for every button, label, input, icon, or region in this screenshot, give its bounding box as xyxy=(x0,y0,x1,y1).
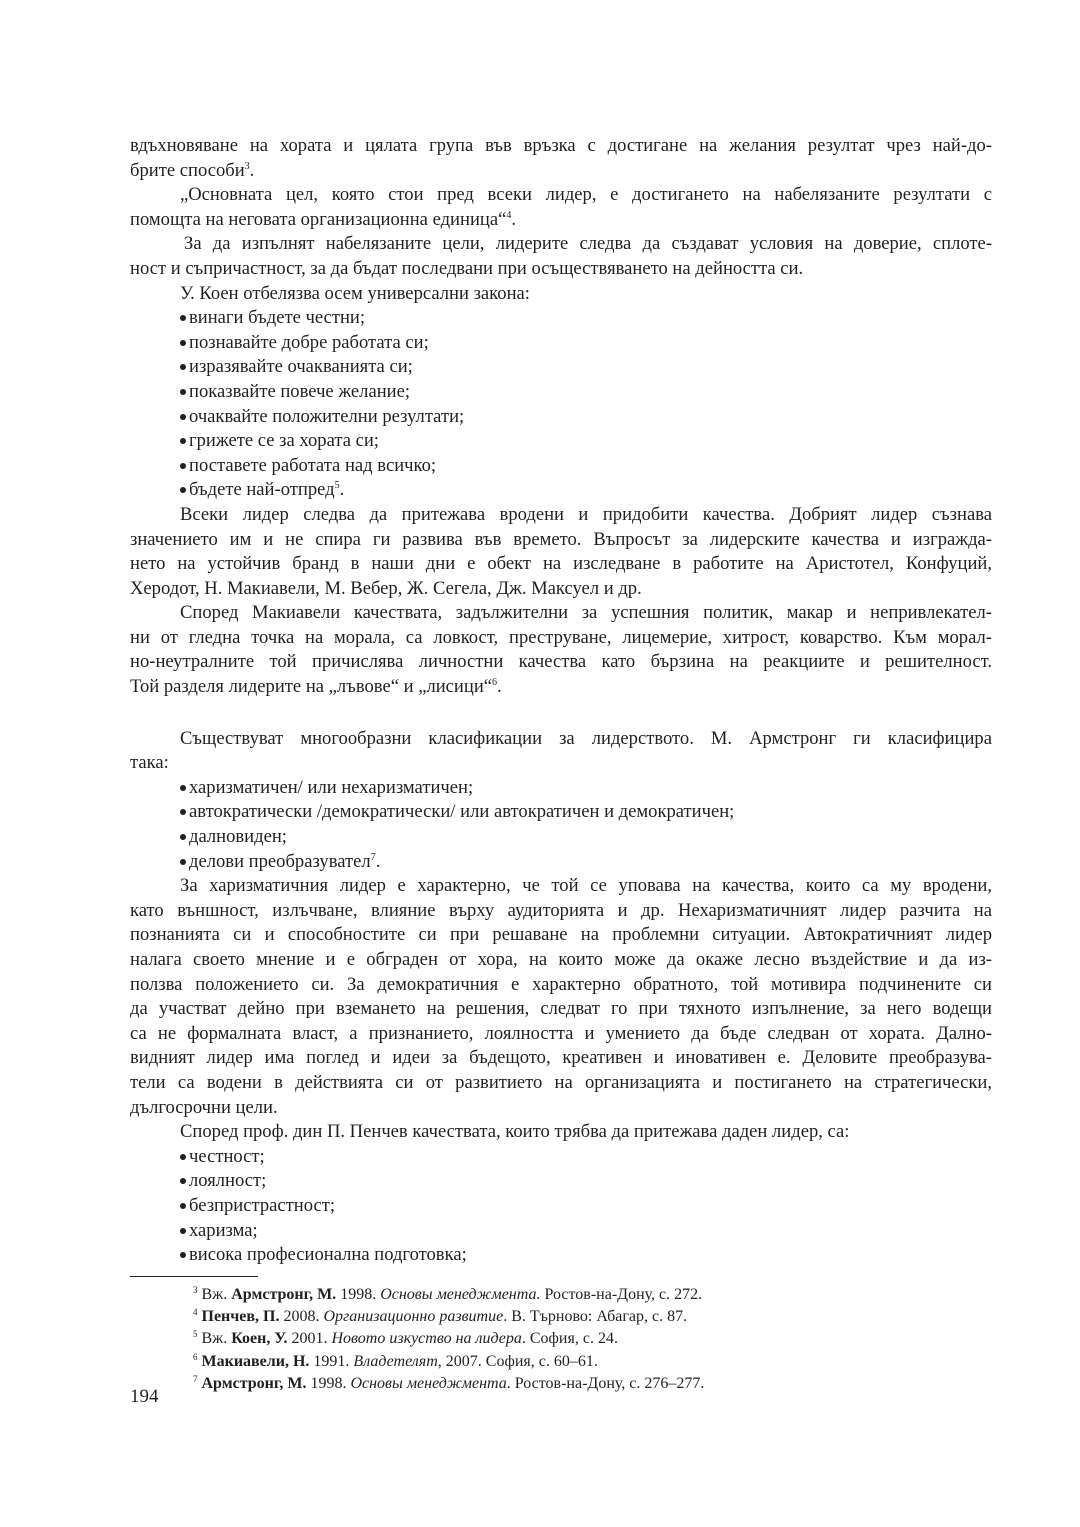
text-line xyxy=(130,650,992,675)
list-item xyxy=(130,1169,992,1194)
footnote xyxy=(193,1351,704,1373)
bullet-icon xyxy=(180,306,189,315)
footnote-rest: . Ростов-на-Дону, с. 276–277. xyxy=(506,1374,705,1392)
line-text: така: xyxy=(130,752,169,774)
line-text: За харизматичния лидер е характерно, че той се уповава на качества, които са му вродени, xyxy=(180,875,992,897)
text-line xyxy=(130,626,992,651)
footnote-rest: , 2007. София, с. 60–61. xyxy=(437,1352,598,1370)
bullet-icon xyxy=(180,825,189,834)
footnote-author: Макиавели, Н. xyxy=(201,1352,310,1370)
bullet-icon xyxy=(180,478,189,487)
bullet-icon xyxy=(180,776,189,785)
footnote xyxy=(193,1373,704,1395)
footnote-title: Основы менеджмента xyxy=(350,1374,507,1392)
line-text: бъдете най-отпред xyxy=(189,479,335,501)
line-text: ност и съпричастност, за да бъдат последвани при осъществяването на дейността си. xyxy=(130,257,804,279)
text-line xyxy=(130,1096,992,1121)
footnote-year: 1991. xyxy=(309,1352,354,1370)
list-item xyxy=(130,1145,992,1170)
line-text: налага своето мнение и е обграден от хора, на които може да окаже лесно въздействие и да из- xyxy=(130,949,992,970)
text-line xyxy=(130,1046,992,1071)
paragraph xyxy=(130,1120,992,1145)
text-line xyxy=(130,727,992,752)
footnote-ref: 5 xyxy=(334,480,340,492)
footnotes xyxy=(193,1284,704,1395)
bullet-icon xyxy=(180,1219,189,1228)
line-text: делови преобразувател xyxy=(189,850,371,872)
line-text: очаквайте положителни резултати; xyxy=(189,405,465,427)
text-line xyxy=(130,874,992,899)
footnote-title: Новото изкуство на лидера xyxy=(331,1330,522,1348)
footnote-divider xyxy=(130,1276,258,1277)
bullet-icon xyxy=(180,331,189,340)
line-text: Според проф. дин П. Пенчев качествата, които трябва да притежава даден лидер, са: xyxy=(180,1121,850,1143)
line-text: показвайте повече желание; xyxy=(189,380,411,402)
footnote-author: Пенчев, П. xyxy=(201,1308,280,1326)
footnote xyxy=(193,1328,704,1350)
bullet-icon xyxy=(180,1169,189,1178)
line-text: вдъхновяване на хората и цялата група във връзка с достигане на желания резултат чрез най-до- xyxy=(130,135,992,156)
text-line xyxy=(130,183,992,208)
paragraph xyxy=(130,282,992,307)
footnote-title: Основы менеджмента. xyxy=(380,1286,541,1303)
page-number: 194 xyxy=(130,1386,159,1407)
line-text: като външност, излъчване, влияние върху аудиторията и др. Нехаризматичният лидер разчита на xyxy=(130,899,992,921)
paragraph xyxy=(130,874,992,1120)
footnote-number: 4 xyxy=(193,1307,198,1318)
line-end: . xyxy=(249,159,255,181)
list-item xyxy=(130,1243,992,1268)
bullet-icon xyxy=(180,405,189,414)
footnote-author: Армстронг, М. xyxy=(201,1374,307,1392)
bullet-icon xyxy=(180,800,189,809)
footnote xyxy=(193,1284,704,1306)
line-text: да участват дейно при вземането на решения, следват го при тяхното изпълнение, за него водещи xyxy=(130,998,992,1020)
text-line xyxy=(130,208,992,233)
footnote-year: 1998. xyxy=(336,1286,381,1303)
paragraph xyxy=(130,134,992,183)
list-item xyxy=(130,850,992,875)
text-line xyxy=(130,552,992,577)
bullet-icon xyxy=(180,1145,189,1154)
paragraph xyxy=(130,601,992,699)
text-line xyxy=(130,1022,992,1047)
footnote-title: Владетелят xyxy=(353,1352,438,1370)
list-item xyxy=(130,776,992,801)
line-text: У. Коен отбелязва осем универсални закона: xyxy=(180,282,530,304)
footnote-year: 2008. xyxy=(279,1308,324,1326)
paragraph xyxy=(130,727,992,776)
line-text: са не формалната власт, а признанието, лоялността и умението да бъде следван от хората. Дално- xyxy=(130,1022,992,1044)
list-item xyxy=(130,1219,992,1244)
bullet-icon xyxy=(180,1243,189,1252)
footnote-year: 2001. xyxy=(287,1330,332,1348)
text-line xyxy=(130,1071,992,1096)
text-line xyxy=(130,923,992,948)
line-text: тели са водени в действията си от развитието на организацията и постигането на стратегически, xyxy=(130,1071,992,1093)
line-end: . xyxy=(339,479,345,501)
line-text: брите способи xyxy=(130,159,245,181)
text-line xyxy=(130,159,992,184)
footnote-rest: . София, с. 24. xyxy=(521,1330,618,1348)
footnote-ref: 7 xyxy=(370,851,376,863)
line-text: ни от гледна точка на морала, са ловкост, преструване, лицемерие, хитрост, коварство. Към морал- xyxy=(130,626,992,648)
line-text: Той разделя лидерите на „лъвове“ и „лисици“ xyxy=(130,676,493,698)
line-end: . xyxy=(375,850,381,872)
line-text: познавайте добре работата си; xyxy=(189,331,429,353)
line-text: ползва положението си. За демократичния е характерно обратното, той мотивира подчинените си xyxy=(130,973,992,995)
paragraph xyxy=(130,232,992,281)
line-text: Съществуват многообразни класификации за лидерството. М. Армстронг ги класифицира xyxy=(180,727,992,749)
bullet-list xyxy=(130,306,992,503)
line-text: познанията си и способностите си при решаване на проблемни ситуации. Автократичният лидер xyxy=(130,924,992,946)
footnote-number: 5 xyxy=(193,1329,198,1340)
bullet-icon xyxy=(180,355,189,364)
line-text: Всеки лидер следва да притежава вродени и придобити качества. Добрият лидер съзнава xyxy=(180,503,992,525)
line-text: „Основната цел, която стои пред всеки лидер, е достигането на набелязаните резултати с xyxy=(180,184,992,206)
footnote-number: 3 xyxy=(193,1285,198,1295)
line-text: дългосрочни цели. xyxy=(130,1096,278,1118)
text-line xyxy=(130,282,992,307)
text-line xyxy=(130,577,992,602)
line-text: автократически /демократически/ или автократичен и демократичен; xyxy=(189,801,735,823)
list-item xyxy=(130,825,992,850)
bullet-icon xyxy=(180,1194,189,1203)
footnote-number: 6 xyxy=(193,1351,198,1362)
line-text: честност; xyxy=(189,1145,265,1167)
line-text: харизматичен/ или нехаризматичен; xyxy=(189,776,474,798)
text-line xyxy=(130,948,992,973)
line-text: винаги бъдете честни; xyxy=(189,307,366,329)
footnote-author: Армстронг, М. xyxy=(231,1286,337,1303)
text-line xyxy=(130,899,992,924)
line-text: значението им и не спира ги развива във времето. Въпросът за лидерските качества и изгражда- xyxy=(130,528,992,550)
list-item xyxy=(130,429,992,454)
text-line xyxy=(130,973,992,998)
list-item xyxy=(130,355,992,380)
text-line xyxy=(130,997,992,1022)
text-line xyxy=(130,503,992,528)
line-text: изразявайте очакванията си; xyxy=(189,356,413,378)
bullet-list xyxy=(130,1145,992,1268)
line-end: . xyxy=(511,208,517,230)
footnote xyxy=(193,1306,704,1328)
text-line xyxy=(130,134,992,159)
list-item xyxy=(130,380,992,405)
list-item xyxy=(130,306,992,331)
line-text: безпристрастност; xyxy=(189,1194,336,1216)
bullet-icon xyxy=(180,850,189,859)
footnote-author: Коен, У. xyxy=(231,1330,288,1348)
text-line xyxy=(130,232,992,257)
line-text: видният лидер има поглед и идеи за бъдещото, креативен и иновативен е. Деловите преобразува- xyxy=(130,1047,992,1069)
line-text: лоялност; xyxy=(189,1170,267,1192)
list-item xyxy=(130,454,992,479)
footnote-number: 7 xyxy=(193,1373,198,1384)
text-line xyxy=(130,675,992,700)
footnote-title: Организационно развитие xyxy=(323,1308,504,1326)
list-item xyxy=(130,331,992,356)
line-text: За да изпълнят набелязаните цели, лидерите следва да създават условия на доверие, сплоте- xyxy=(184,233,992,255)
footnote-rest: Ростов-на-Дону, с. 272. xyxy=(540,1286,703,1303)
line-text: но-неутралните той причислява личностни качества като бързина на реакциите и решителност. xyxy=(130,651,992,673)
paragraph-spacer xyxy=(130,700,992,727)
list-item xyxy=(130,1194,992,1219)
line-text: нето на устойчив бранд в наши дни е обект на изследване в работите на Аристотел, Конфуций, xyxy=(130,553,992,575)
line-text: помощта на неговата организационна единица“ xyxy=(130,208,507,230)
text-line xyxy=(130,528,992,553)
list-item xyxy=(130,800,992,825)
footnote-ref: 4 xyxy=(506,209,512,221)
bullet-icon xyxy=(180,429,189,438)
list-item xyxy=(130,478,992,503)
list-item xyxy=(130,405,992,430)
footnote-year: 1998. xyxy=(306,1374,351,1392)
text-line xyxy=(130,751,992,776)
body-text xyxy=(130,134,992,1268)
footnote-ref: 6 xyxy=(492,677,498,689)
line-text: Според Макиавели качествата, задължителни за успешния политик, макар и непривлекател- xyxy=(180,602,992,624)
footnote-prefix: Вж. xyxy=(201,1286,232,1303)
line-text: висока професионална подготовка; xyxy=(189,1244,467,1266)
bullet-list xyxy=(130,776,992,874)
line-text: харизма; xyxy=(189,1219,258,1241)
line-text: далновиден; xyxy=(189,826,287,848)
line-text: поставете работата над всичко; xyxy=(189,454,437,476)
paragraph xyxy=(130,183,992,232)
bullet-icon xyxy=(180,380,189,389)
text-line xyxy=(130,257,992,282)
line-text: грижете се за хората си; xyxy=(189,430,379,452)
text-line xyxy=(130,601,992,626)
line-end: . xyxy=(497,676,502,698)
paragraph xyxy=(130,503,992,601)
bullet-icon xyxy=(180,454,189,463)
text-line xyxy=(130,1120,992,1145)
footnote-ref: 3 xyxy=(244,160,250,172)
footnote-prefix: Вж. xyxy=(201,1330,232,1348)
line-text: Херодот, Н. Макиавели, М. Вебер, Ж. Сегела, Дж. Максуел и др. xyxy=(130,577,642,599)
footnote-rest: . В. Търново: Абагар, с. 87. xyxy=(503,1308,688,1326)
